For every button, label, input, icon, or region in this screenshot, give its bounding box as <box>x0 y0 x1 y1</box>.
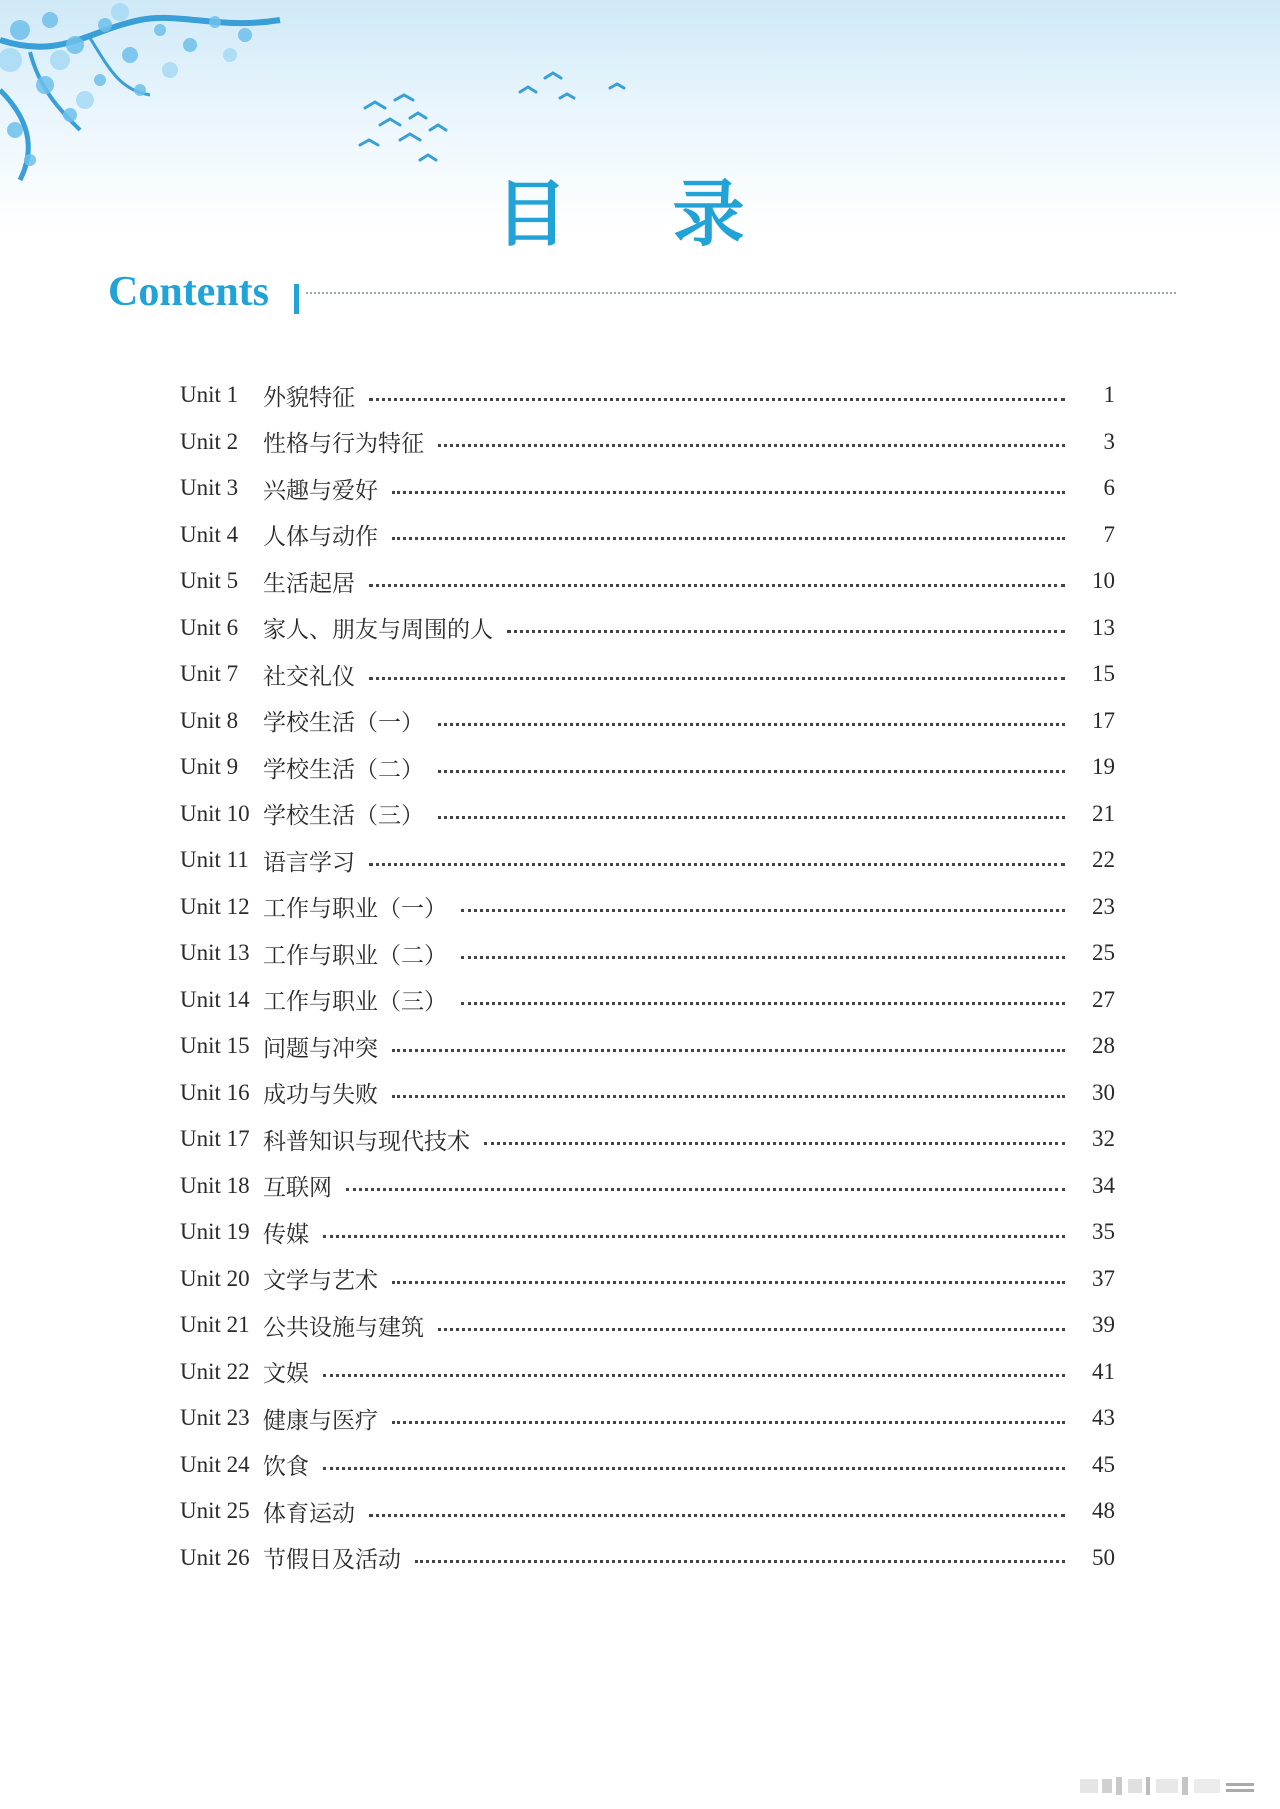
unit-number: Unit 13 <box>180 940 250 966</box>
dot-leader <box>369 1514 1065 1517</box>
toc-entry[interactable] <box>180 1209 1115 1256</box>
unit-number: Unit 20 <box>180 1265 250 1291</box>
toc-entry[interactable] <box>180 1349 1115 1396</box>
unit-topic: 节假日及活动 <box>263 1547 401 1574</box>
dot-leader <box>346 1188 1065 1191</box>
dot-leader <box>392 1281 1065 1284</box>
unit-topic: 科普知识与现代技术 <box>263 1128 470 1155</box>
dot-leader <box>369 398 1065 401</box>
page-number: 48 <box>1092 1498 1115 1524</box>
page-number: 50 <box>1092 1544 1115 1570</box>
toc-entry[interactable] <box>180 1163 1115 1210</box>
toc-entry[interactable] <box>180 1442 1115 1489</box>
unit-number: Unit 2 <box>180 428 239 454</box>
toc-entry[interactable] <box>180 1023 1115 1070</box>
toc-entry[interactable] <box>180 419 1115 466</box>
toc-entry[interactable] <box>180 1116 1115 1163</box>
unit-topic: 外貌特征 <box>263 384 355 411</box>
toc-entry[interactable] <box>180 465 1115 512</box>
table-of-contents <box>180 372 1115 1581</box>
unit-number: Unit 14 <box>180 986 250 1012</box>
page-number: 15 <box>1092 661 1115 687</box>
unit-number: Unit 16 <box>180 1079 250 1105</box>
dot-leader <box>438 444 1065 447</box>
toc-entry[interactable] <box>180 930 1115 977</box>
dot-leader <box>392 1049 1065 1052</box>
unit-topic: 饮食 <box>263 1454 309 1481</box>
unit-topic: 文娱 <box>263 1361 309 1388</box>
page-number: 45 <box>1092 1451 1115 1477</box>
dot-leader <box>323 1374 1065 1377</box>
unit-topic: 学校生活（一） <box>263 710 424 737</box>
dot-leader <box>461 1002 1065 1005</box>
toc-entry[interactable] <box>180 651 1115 698</box>
unit-topic: 公共设施与建筑 <box>263 1314 424 1341</box>
unit-number: Unit 21 <box>180 1312 250 1338</box>
dot-leader <box>369 863 1065 866</box>
unit-topic: 家人、朋友与周围的人 <box>263 617 493 644</box>
unit-number: Unit 17 <box>180 1126 250 1152</box>
unit-number: Unit 8 <box>180 707 239 733</box>
page-number: 21 <box>1092 800 1115 826</box>
toc-entry[interactable] <box>180 372 1115 419</box>
unit-number: Unit 4 <box>180 521 239 547</box>
unit-topic: 传媒 <box>263 1221 309 1248</box>
page-number: 3 <box>1103 428 1115 454</box>
toc-entry[interactable] <box>180 837 1115 884</box>
page-number: 13 <box>1092 614 1115 640</box>
page-number: 37 <box>1092 1265 1115 1291</box>
toc-entry[interactable] <box>180 1488 1115 1535</box>
dot-leader <box>484 1142 1065 1145</box>
unit-number: Unit 26 <box>180 1544 250 1570</box>
unit-topic: 生活起居 <box>263 570 355 597</box>
contents-label: Contents <box>108 269 270 315</box>
unit-topic: 工作与职业（一） <box>263 896 447 923</box>
page-number: 1 <box>1103 382 1115 408</box>
dot-leader <box>392 537 1065 540</box>
unit-number: Unit 7 <box>180 661 239 687</box>
page-number: 28 <box>1092 1033 1115 1059</box>
dot-leader <box>392 1095 1065 1098</box>
toc-entry[interactable] <box>180 1395 1115 1442</box>
page-number: 39 <box>1092 1312 1115 1338</box>
unit-number: Unit 25 <box>180 1498 250 1524</box>
dot-leader <box>438 1328 1065 1331</box>
toc-entry[interactable] <box>180 1535 1115 1582</box>
unit-number: Unit 10 <box>180 800 250 826</box>
toc-entry[interactable] <box>180 558 1115 605</box>
unit-number: Unit 1 <box>180 382 239 408</box>
unit-topic: 成功与失败 <box>263 1082 378 1109</box>
page-number: 6 <box>1103 475 1115 501</box>
dot-leader <box>369 584 1065 587</box>
dot-leader <box>438 770 1065 773</box>
page-corner-marks-icon <box>1080 1775 1260 1797</box>
unit-number: Unit 24 <box>180 1451 250 1477</box>
unit-topic: 人体与动作 <box>263 524 378 551</box>
page-title: 目 录 <box>495 172 785 256</box>
page-number: 35 <box>1092 1219 1115 1245</box>
page-number: 19 <box>1092 754 1115 780</box>
dot-leader <box>369 677 1065 680</box>
contents-heading <box>108 262 1176 322</box>
unit-topic: 学校生活（三） <box>263 803 424 830</box>
page-number: 43 <box>1092 1405 1115 1431</box>
dot-leader <box>461 909 1065 912</box>
dot-leader <box>438 816 1065 819</box>
toc-entry[interactable] <box>180 1256 1115 1303</box>
unit-topic: 语言学习 <box>263 849 355 876</box>
unit-topic: 互联网 <box>263 1175 332 1202</box>
toc-entry[interactable] <box>180 884 1115 931</box>
dot-leader <box>392 491 1065 494</box>
unit-topic: 兴趣与爱好 <box>263 477 378 504</box>
page-number: 10 <box>1092 568 1115 594</box>
dot-leader <box>323 1467 1065 1470</box>
dot-leader <box>438 723 1065 726</box>
unit-topic: 社交礼仪 <box>263 663 355 690</box>
toc-entry[interactable] <box>180 1302 1115 1349</box>
page-number: 30 <box>1092 1079 1115 1105</box>
unit-number: Unit 22 <box>180 1358 250 1384</box>
unit-number: Unit 15 <box>180 1033 250 1059</box>
page-number: 32 <box>1092 1126 1115 1152</box>
unit-topic: 体育运动 <box>263 1500 355 1527</box>
page-number: 25 <box>1092 940 1115 966</box>
page-number: 17 <box>1092 707 1115 733</box>
toc-entry[interactable] <box>180 977 1115 1024</box>
toc-entry[interactable] <box>180 791 1115 838</box>
dot-leader <box>507 630 1065 633</box>
dot-leader <box>415 1560 1065 1563</box>
page-number: 27 <box>1092 986 1115 1012</box>
unit-topic: 学校生活（二） <box>263 756 424 783</box>
unit-topic: 问题与冲突 <box>263 1035 378 1062</box>
dot-leader <box>392 1421 1065 1424</box>
toc-entry[interactable] <box>180 698 1115 745</box>
dotted-divider <box>306 292 1176 294</box>
unit-number: Unit 18 <box>180 1172 250 1198</box>
toc-entry[interactable] <box>180 605 1115 652</box>
page-number: 34 <box>1092 1172 1115 1198</box>
unit-number: Unit 19 <box>180 1219 250 1245</box>
unit-number: Unit 23 <box>180 1405 250 1431</box>
unit-topic: 工作与职业（三） <box>263 989 447 1016</box>
toc-entry[interactable] <box>180 744 1115 791</box>
contents-accent-bar <box>294 284 299 314</box>
dot-leader <box>323 1235 1065 1238</box>
toc-entry[interactable] <box>180 1070 1115 1117</box>
unit-number: Unit 6 <box>180 614 239 640</box>
toc-entry[interactable] <box>180 512 1115 559</box>
unit-number: Unit 5 <box>180 568 239 594</box>
unit-topic: 文学与艺术 <box>263 1268 378 1295</box>
unit-topic: 健康与医疗 <box>263 1407 378 1434</box>
dot-leader <box>461 956 1065 959</box>
page-number: 22 <box>1092 847 1115 873</box>
page-number: 23 <box>1092 893 1115 919</box>
unit-number: Unit 9 <box>180 754 239 780</box>
unit-topic: 性格与行为特征 <box>263 431 424 458</box>
unit-topic: 工作与职业（二） <box>263 942 447 969</box>
page-number: 7 <box>1103 521 1115 547</box>
unit-number: Unit 3 <box>180 475 239 501</box>
page-number: 41 <box>1092 1358 1115 1384</box>
unit-number: Unit 11 <box>180 847 249 873</box>
unit-number: Unit 12 <box>180 893 250 919</box>
